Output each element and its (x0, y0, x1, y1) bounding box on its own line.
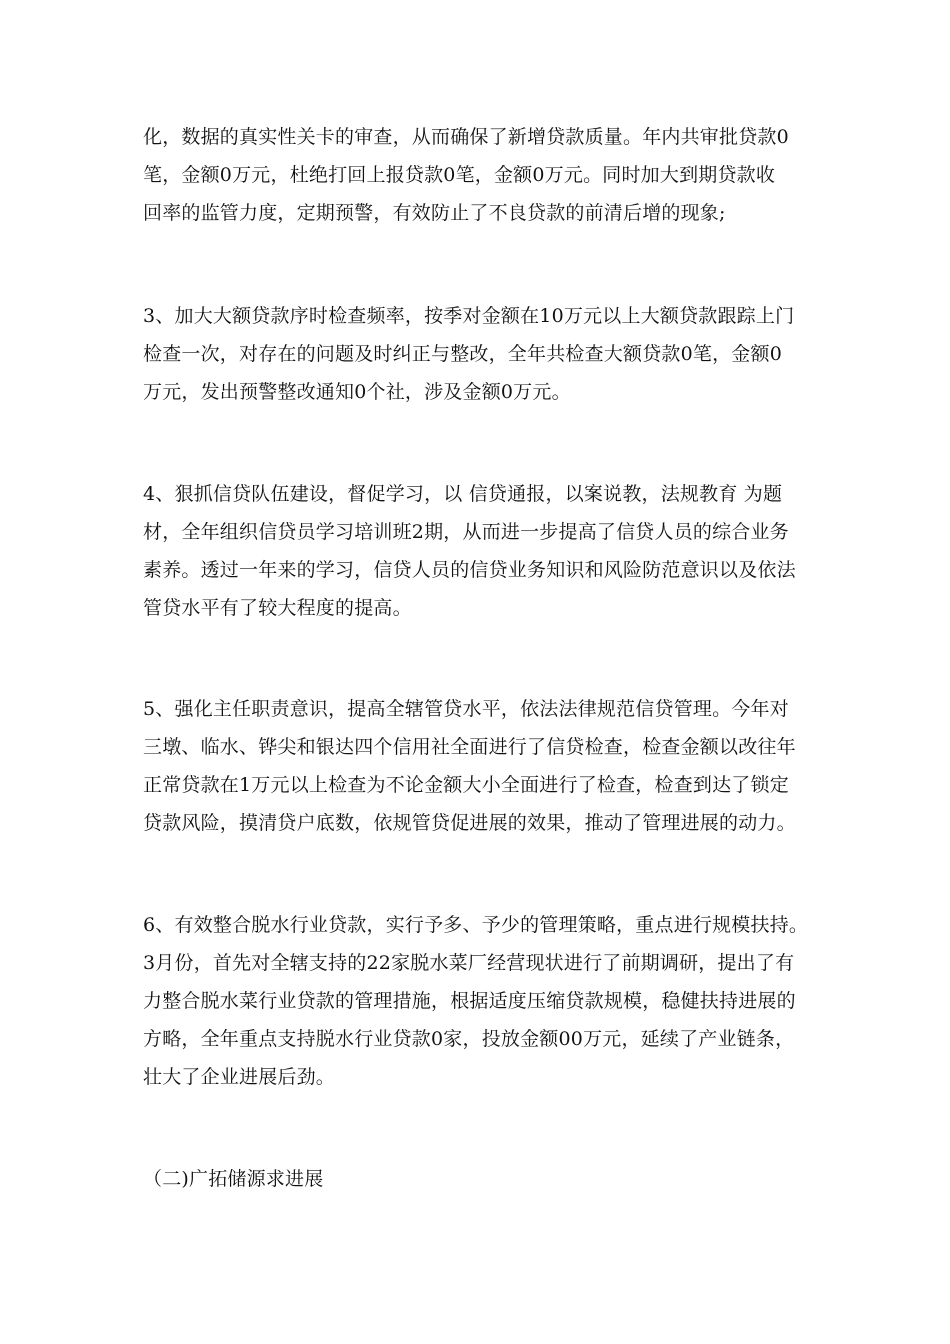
text-line: 壮大了企业进展后劲。 (143, 1066, 336, 1088)
text-line: 检查一次，对存在的问题及时纠正与整改，全年共检查大额贷款0笔，金额0 (143, 343, 782, 365)
text-line: 笔，金额0万元，杜绝打回上报贷款0笔，金额0万元。同时加大到期贷款收 (143, 164, 776, 186)
text-line: 正常贷款在1万元以上检查为不论金额大小全面进行了检查，检查到达了锁定 (143, 774, 789, 796)
paragraph-item-5 (143, 690, 813, 842)
text-line: 三墩、临水、铧尖和银达四个信用社全面进行了信贷检查，检查金额以改往年 (143, 736, 796, 758)
text-line: 材，全年组织信贷员学习培训班2期，从而进一步提高了信贷人员的综合业务 (143, 521, 789, 543)
section-heading-text: （二)广拓储源求进展 (143, 1168, 324, 1190)
text-line: 方略，全年重点支持脱水行业贷款0家，投放金额00万元，延续了产业链条， (143, 1028, 795, 1050)
text-line: 5、强化主任职责意识，提高全辖管贷水平，依法法律规范信贷管理。今年对 (143, 698, 789, 720)
text-line: 素养。透过一年来的学习，信贷人员的信贷业务知识和风险防范意识以及依法 (143, 559, 796, 581)
paragraph-item-6 (143, 906, 813, 1096)
text-line: 化，数据的真实性关卡的审查，从而确保了新增贷款质量。年内共审批贷款0 (143, 126, 789, 148)
text-line: 3月份，首先对全辖支持的22家脱水菜厂经营现状进行了前期调研，提出了有 (143, 952, 795, 974)
paragraph-item-4 (143, 475, 813, 627)
text-line: 6、有效整合脱水行业贷款，实行予多、予少的管理策略，重点进行规模扶持。 (143, 914, 809, 936)
text-line: 贷款风险，摸清贷户底数，依规管贷促进展的效果，推动了管理进展的动力。 (143, 812, 796, 834)
text-line: 回率的监管力度，定期预警，有效防止了不良贷款的前清后增的现象; (143, 202, 726, 224)
paragraph-loan-review (143, 118, 813, 232)
section-heading (143, 1160, 813, 1198)
text-line: 4、狠抓信贷队伍建设，督促学习，以 信贷通报，以案说教，法规教育 为题 (143, 483, 783, 505)
text-line: 力整合脱水菜行业贷款的管理措施，根据适度压缩贷款规模，稳健扶持进展的 (143, 990, 796, 1012)
text-line: 万元，发出预警整改通知0个社，涉及金额0万元。 (143, 381, 571, 403)
text-line: 管贷水平有了较大程度的提高。 (143, 597, 412, 619)
paragraph-item-3 (143, 297, 813, 411)
text-line: 3、加大大额贷款序时检查频率，按季对金额在10万元以上大额贷款跟踪上门 (143, 305, 795, 327)
